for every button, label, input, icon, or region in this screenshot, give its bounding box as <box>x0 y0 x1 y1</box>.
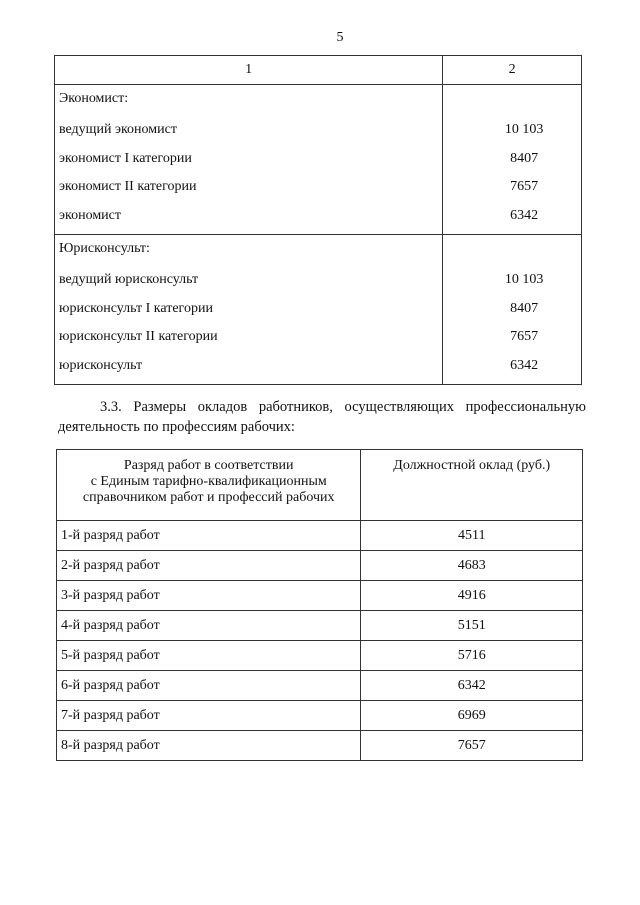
row-label: экономист I категории <box>59 150 192 166</box>
header-salary: Должностной оклад (руб.) <box>361 450 583 521</box>
section-paragraph: 3.3. Размеры окладов работников, осуществляющих профессиональную деятельность по профессиям рабочих: <box>58 399 586 435</box>
group-labels <box>55 85 443 235</box>
salary-table-workers <box>56 449 583 761</box>
salary-table-specialists <box>54 55 582 385</box>
header-work-grade: Разряд работ в соответствии с Единым тарифно-квалификационным справочником работ и профессий рабочих <box>57 450 361 521</box>
row-value: 7657 <box>510 179 539 194</box>
group-values <box>443 85 582 235</box>
row-value: 6342 <box>510 207 539 223</box>
table-header-row <box>57 450 583 521</box>
table-row: 8-й разряд работ 7657 <box>57 731 583 761</box>
group-title: Юрисконсульт: <box>59 241 150 256</box>
table-row: 3-й разряд работ 4916 <box>57 581 583 611</box>
row-label: ведущий юрисконсульт <box>59 272 199 287</box>
row-label: юрисконсульт I категории <box>59 300 213 316</box>
row-label: ведущий экономист <box>59 122 177 137</box>
row-value: 10 103 <box>504 122 544 137</box>
group-values <box>443 235 582 385</box>
row-value: 10 103 <box>504 272 544 287</box>
table-row: 2-й разряд работ 4683 <box>57 551 583 581</box>
column-number-2: 2 <box>443 56 582 85</box>
group-title: Экономист: <box>59 91 129 106</box>
table-row: 7-й разряд работ 6969 <box>57 701 583 731</box>
page-number: 5 <box>336 30 344 45</box>
table-row: 6-й разряд работ 6342 <box>57 671 583 701</box>
row-value: 8407 <box>510 300 539 316</box>
row-value: 8407 <box>510 150 539 166</box>
table-header-row <box>55 56 582 85</box>
group-legal-counsel <box>55 235 582 385</box>
row-label: экономист II категории <box>59 179 197 194</box>
group-economist <box>55 85 582 235</box>
table-row: 1-й разряд работ 4511 <box>57 521 583 551</box>
row-label: юрисконсульт II категории <box>59 329 218 344</box>
row-value: 7657 <box>510 329 539 344</box>
group-labels <box>55 235 443 385</box>
row-value: 6342 <box>510 357 539 373</box>
table-row: 4-й разряд работ 5151 <box>57 611 583 641</box>
column-number-1: 1 <box>55 56 443 85</box>
row-label: юрисконсульт <box>59 357 143 373</box>
table-row: 5-й разряд работ 5716 <box>57 641 583 671</box>
row-label: экономист <box>59 207 122 223</box>
